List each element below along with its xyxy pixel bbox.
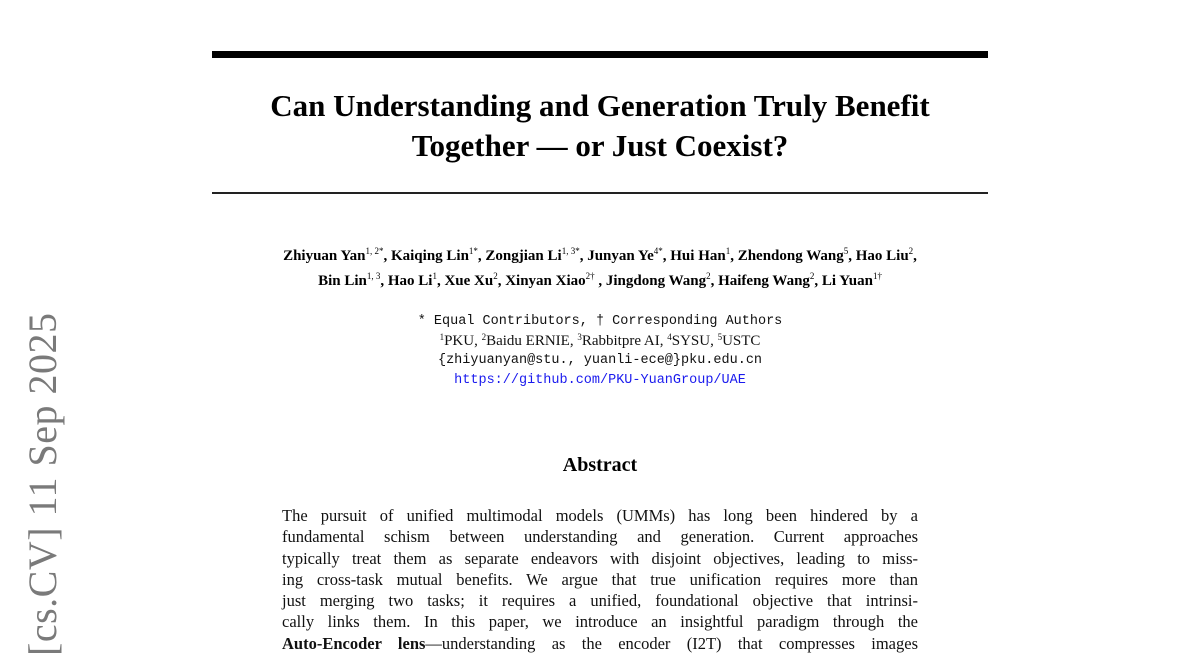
abstract-line: Auto-Encoder lens—understanding as the encoder (I2T) that compresses images — [282, 633, 918, 653]
abstract-line: cally links them. In this paper, we introduce an insightful paradigm through the — [282, 612, 918, 632]
affiliation-block — [300, 312, 900, 390]
author-list — [200, 244, 1000, 294]
repo-link-row — [300, 371, 900, 391]
author-affiliation-mark: 1† — [872, 271, 882, 281]
author-affiliation-mark: 2 — [493, 271, 498, 281]
equal-contribution-note: * Equal Contributors, † Corresponding Authors — [417, 314, 783, 329]
author-name: Zhendong Wang — [737, 248, 844, 264]
author-affiliation-mark: 1 — [432, 271, 437, 281]
institution-name: SYSU, — [671, 332, 718, 349]
arxiv-sidebar-stamp — [20, 312, 66, 656]
author-affiliation-mark: 1* — [468, 246, 478, 256]
github-repo-link[interactable]: https://github.com/PKU-YuanGroup/UAE — [454, 372, 746, 388]
author-name: Xinyan Xiao — [505, 273, 586, 289]
author-affiliation-mark: 1, 3* — [561, 246, 580, 256]
author-name: Li Yuan — [821, 273, 873, 289]
author-name: Zongjian Li — [485, 248, 562, 264]
author-name: Zhiyuan Yan — [283, 248, 366, 264]
institution-name: USTC — [722, 332, 761, 349]
abstract-line: typically treat them as separate endeavors with disjoint objectives, leading to miss- — [282, 548, 918, 568]
author-affiliation-mark: 5 — [843, 246, 849, 256]
author-affiliation-mark: 1, 3 — [366, 271, 381, 281]
abstract-bold-term: Auto-Encoder lens — [282, 633, 426, 653]
author-name: Jingdong Wang — [605, 273, 707, 289]
author-affiliation-mark: 1 — [725, 246, 731, 256]
author-name: Haifeng Wang — [718, 273, 810, 289]
title-bottom-rule — [212, 192, 988, 194]
author-name: Junyan Ye — [587, 248, 654, 264]
abstract-line: fundamental schism between understanding and generation. Current approaches — [282, 527, 918, 547]
author-affiliation-mark: 4* — [653, 246, 663, 256]
institution-name: Rabbitpre AI, — [581, 332, 668, 349]
title-top-rule — [212, 51, 988, 58]
author-affiliation-mark: 2 — [706, 271, 711, 281]
abstract-body — [282, 505, 922, 654]
author-name: Hao Liu — [855, 248, 909, 264]
author-name: Hui Han — [670, 248, 726, 264]
author-line-2: Bin Lin$^{1, 3}$, Hao Li$^1$, Xue Xu$^2$, Xinyan Xiao$^{2\dagger}$ , Jingdong Wang$^2$, Haifeng Wang$^2$, Li Yuan$^{1\dagger}$ — [318, 271, 882, 289]
abstract-line: The pursuit of unified multimodal models (UMMs) has long been hindered by a — [282, 506, 918, 525]
author-line-1: Zhiyuan Yan$^{1, 2*}$, Kaiqing Lin$^{1*}$, Zongjian $Li^{1, 3*}$, Junyan $Ye^{4*}$, Hui Han$^1$, Zhendong Wang$^5$, Hao Liu$^2$, — [283, 246, 917, 264]
abstract-heading: Abstract — [562, 454, 638, 476]
author-affiliation-mark: 2 — [809, 271, 815, 281]
paper-title-line-1: Can Understanding and Generation Truly Benefit — [270, 88, 930, 123]
institution-name: Baidu ERNIE, — [486, 332, 578, 349]
author-name: Kaiqing Lin — [390, 248, 469, 264]
author-name: Xue Xu — [444, 273, 494, 289]
author-affiliation-mark: 1, 2* — [365, 246, 384, 256]
institution-name: PKU, — [444, 332, 482, 349]
author-affiliation-mark: 2 — [908, 246, 914, 256]
paper-title-line-2: Together — or Just Coexist? — [411, 128, 789, 163]
institution-list: $^1$PKU, $^2$Baidu ERNIE, $^3$Rabbitpre AI, $^4$SYSU, $^5$USTC — [439, 331, 761, 349]
author-name: Bin Lin — [318, 273, 367, 289]
abstract-line: just merging two tasks; it requires a unified, foundational objective that intrinsi- — [282, 591, 918, 611]
author-affiliation-mark: 2† — [585, 271, 595, 281]
paper-title — [212, 86, 988, 166]
author-name: Hao Li — [387, 273, 433, 289]
arxiv-stamp-text: [cs.CV] 11 Sep 2025 — [20, 312, 65, 656]
abstract-line: ing cross-task mutual benefits. We argue that true unification requires more than — [282, 569, 918, 589]
contact-emails: {zhiyuanyan@stu., yuanli-ece@}pku.edu.cn — [437, 353, 763, 368]
